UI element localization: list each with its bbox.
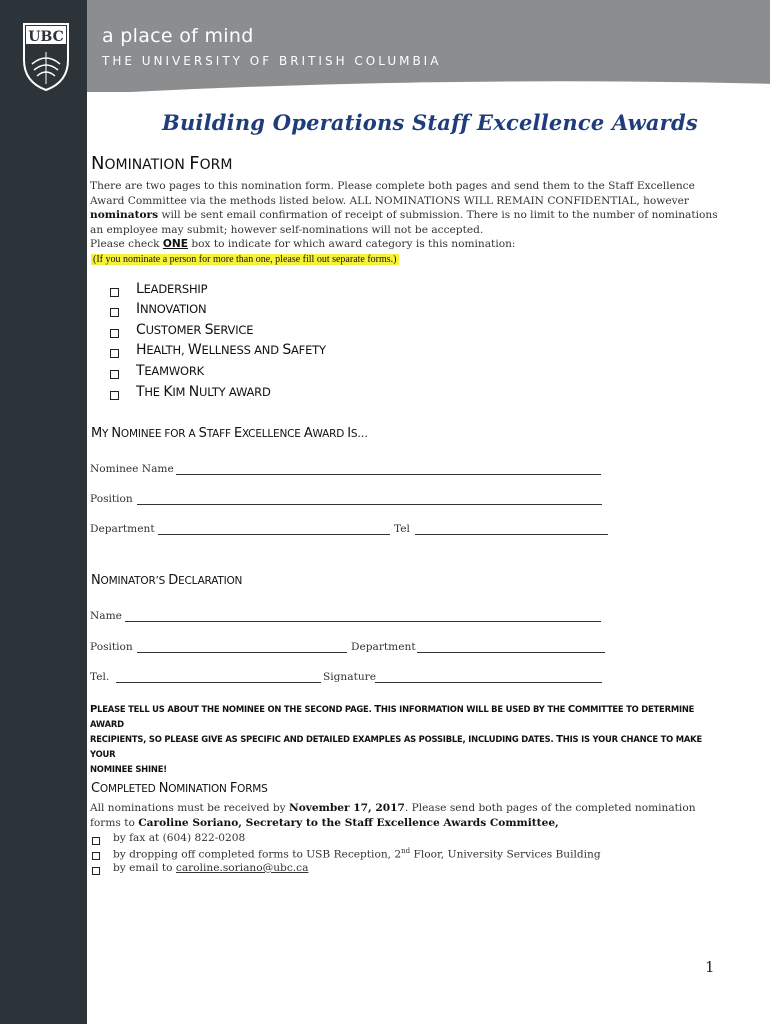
nominator-name-label: Name <box>90 610 122 622</box>
nominee-position-field[interactable] <box>137 504 602 505</box>
logo-text: UBC <box>28 29 64 45</box>
note-line-3: NOMINEE SHINE! <box>90 764 167 774</box>
nominee-position-label: Position <box>90 493 133 505</box>
left-sidebar-bar <box>0 0 87 1024</box>
bullet-box-icon <box>92 867 100 875</box>
note-line-1: PLEASE TELL US ABOUT THE NOMINEE ON THE SECOND PAGE. THIS INFORMATION WILL BE USED BY THE COMMITTEE TO DETERMINE AWARD <box>90 704 695 729</box>
checkbox[interactable] <box>110 329 119 338</box>
form-heading: NOMINATION FORM <box>91 153 233 174</box>
nominator-signature-field[interactable] <box>375 682 602 683</box>
nominator-tel-label: Tel. <box>90 671 110 683</box>
nominator-department-label: Department <box>351 641 416 653</box>
category-label: HEALTH, WELLNESS AND SAFETY <box>136 342 326 358</box>
nominator-name-field[interactable] <box>125 621 601 622</box>
checkbox[interactable] <box>110 349 119 358</box>
tagline: a place of mind <box>102 25 254 47</box>
intro-line-4: an employee may submit; however self-nominations will not be accepted. <box>90 223 484 236</box>
university-name: THE UNIVERSITY OF BRITISH COLUMBIA <box>102 54 442 68</box>
nominator-tel-field[interactable] <box>116 682 321 683</box>
nominee-section-heading: MY NOMINEE FOR A STAFF EXCELLENCE AWARD IS… <box>91 426 368 441</box>
nominee-tel-label: Tel <box>394 523 410 535</box>
nominator-signature-label: Signature <box>323 671 376 683</box>
nominator-position-field[interactable] <box>137 652 347 653</box>
nominee-department-field[interactable] <box>158 534 390 535</box>
highlighted-note: (If you nominate a person for more than one, please fill out separate forms.) <box>93 254 397 265</box>
checkbox[interactable] <box>110 308 119 317</box>
instructions-note <box>90 702 730 777</box>
declaration-heading: NOMINATOR’S DECLARATION <box>91 573 243 588</box>
nominee-tel-field[interactable] <box>415 534 608 535</box>
category-label: LEADERSHIP <box>136 281 208 297</box>
bullet-box-icon <box>92 837 100 845</box>
checkbox[interactable] <box>110 391 119 400</box>
category-label: INNOVATION <box>136 301 207 317</box>
category-label: CUSTOMER SERVICE <box>136 322 254 338</box>
bullet-box-icon <box>92 852 100 860</box>
intro-line-1: There are two pages to this nomination form. Please complete both pages and send them to the Staff Excellence <box>90 180 695 192</box>
completed-line-1: All nominations must be received by November 17, 2017. Please send both pages of the completed nomination <box>90 802 696 814</box>
completed-forms-heading: COMPLETED NOMINATION FORMS <box>91 781 268 796</box>
nominator-position-label: Position <box>90 641 133 653</box>
nominee-name-field[interactable] <box>176 474 601 475</box>
intro-paragraph <box>90 179 730 252</box>
ubc-crest-logo <box>22 22 70 92</box>
intro-line-3: nominators will be sent email confirmation of receipt of submission. There is no limit to the number of nominations <box>90 209 718 222</box>
checkbox[interactable] <box>110 370 119 379</box>
category-label: TEAMWORK <box>136 363 204 379</box>
nominee-name-label: Nominee Name <box>90 463 174 475</box>
email-link[interactable]: caroline.soriano@ubc.ca <box>175 862 309 874</box>
nominee-department-label: Department <box>90 523 155 535</box>
page-title: Building Operations Staff Excellence Awards <box>162 110 698 135</box>
nominator-department-field[interactable] <box>417 652 605 653</box>
intro-line-2: Award Committee via the methods listed below. ALL NOMINATIONS WILL REMAIN CONFIDENTIAL, however <box>90 194 689 207</box>
completed-forms-text <box>90 801 730 831</box>
page-number: 1 <box>705 958 715 976</box>
note-line-2: RECIPIENTS, SO PLEASE GIVE AS SPECIFIC AND DETAILED EXAMPLES AS POSSIBLE, INCLUDING DATES. THIS IS YOUR CHANCE TO MAKE YOUR <box>90 734 702 759</box>
completed-line-2: forms to Caroline Soriano, Secretary to the Staff Excellence Awards Committee, <box>90 817 559 829</box>
category-label: THE KIM NULTY AWARD <box>136 384 271 400</box>
intro-line-5: Please check ONE box to indicate for which award category is this nomination: <box>90 238 516 251</box>
checkbox[interactable] <box>110 288 119 297</box>
